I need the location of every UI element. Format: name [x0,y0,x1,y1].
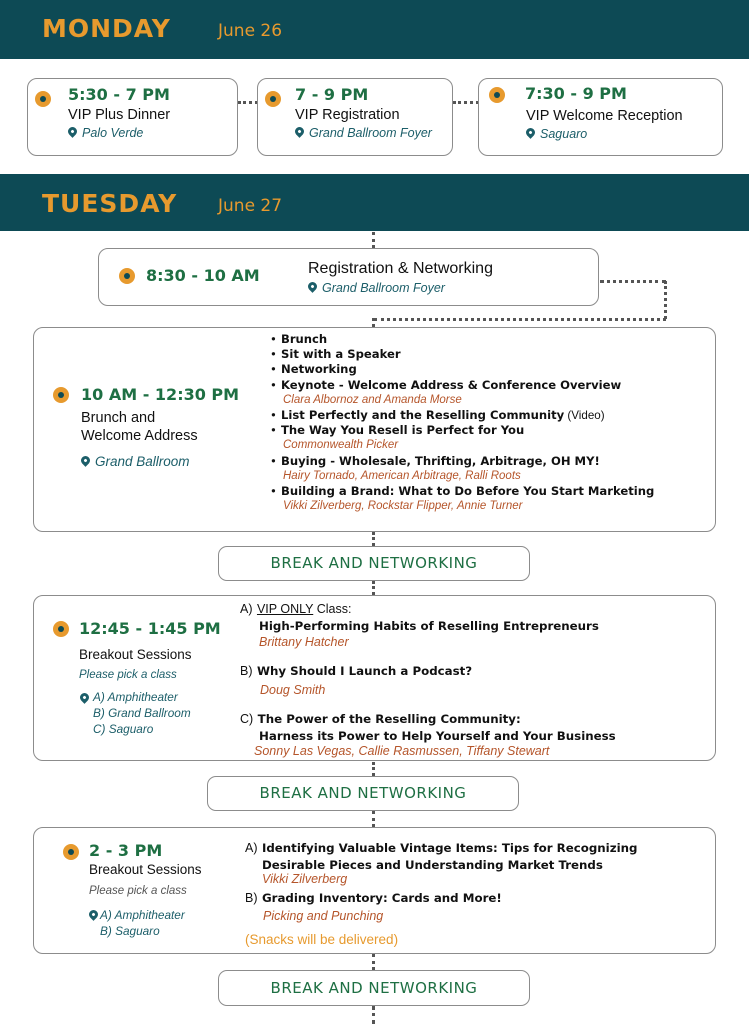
list-item: • Brunch [270,332,710,347]
room-option: B) Saguaro [100,924,160,938]
event-time: 8:30 - 10 AM [146,266,260,285]
event-subtitle: Breakout Sessions [79,647,192,662]
connector-dots [238,101,258,104]
event-time: 10 AM - 12:30 PM [81,385,240,404]
event-title: Registration & Networking [308,260,493,277]
event-card-registration-networking [98,248,599,306]
session-c: C) The Power of the Reselling Community: Harness its Power to Help Yourself and Your Business Sonny Las Vegas, Callie Rasmussen, Tiffany Stewart [240,712,616,758]
connector-dots [372,232,375,248]
speaker-names: Hairy Tornado, American Arbitrage, Ralli Roots [283,469,521,482]
session-title-line2: Harness its Power to Help Yourself and Your Business [259,729,616,743]
room-option: B) Grand Ballroom [93,706,191,720]
speaker-names: Brittany Hatcher [259,635,349,649]
speaker-names: Vikki Zilverberg [262,872,348,886]
list-item: • Sit with a Speaker [270,347,710,362]
room-list [100,907,185,939]
time-dot-icon [119,268,135,284]
break-networking-label: BREAK AND NETWORKING [207,776,519,811]
room-list [93,689,191,737]
tuesday-date-label: June 27 [218,196,283,216]
monday-header-band [0,0,749,59]
session-a: A) Identifying Valuable Vintage Items: Tips for Recognizing Desirable Pieces and Understanding Market Trends Vikki Zilverberg [245,841,638,886]
connector-dots [374,318,666,321]
event-card-brunch-welcome [33,327,716,532]
pick-class-note: Please pick a class [79,669,177,681]
session-title: Grading Inventory: Cards and More! [261,891,502,905]
connector-dots [664,281,667,319]
location-pin-icon [524,126,537,139]
location-pin-icon [78,691,91,704]
connector-dots [600,280,666,283]
pick-class-note: Please pick a class [89,885,187,897]
event-location: Saguaro [526,127,587,141]
time-dot-icon [63,844,79,860]
list-item: • The Way You Resell is Perfect for You Commonwealth Picker [270,423,710,453]
room-option: C) Saguaro [93,722,154,736]
break-networking-label: BREAK AND NETWORKING [218,970,530,1006]
speaker-names: Vikki Zilverberg, Rockstar Flipper, Annie Turner [283,500,523,513]
time-dot-icon [53,387,69,403]
speaker-names: Sonny Las Vegas, Callie Rasmussen, Tiffany Stewart [254,744,550,758]
speaker-names: Commonwealth Picker [283,439,399,452]
monday-day-label: MONDAY [42,14,171,43]
list-item: • Keynote - Welcome Address & Conference Overview Clara Albornoz and Amanda Morse [270,378,710,408]
session-title-line2: Desirable Pieces and Understanding Market Trends [262,858,603,872]
event-card-vip-plus-dinner [27,78,238,156]
connector-dots [372,532,375,546]
connector-dots [372,581,375,595]
room-option: A) Amphitheater [93,690,178,704]
location-pin-icon [293,125,306,138]
session-title: The Power of the Reselling Community: [257,712,521,726]
event-location: Grand Ballroom Foyer [308,281,445,295]
break-networking-label: BREAK AND NETWORKING [218,546,530,581]
event-title: Welcome Address [81,428,198,444]
event-time: 12:45 - 1:45 PM [79,619,221,638]
list-item: • Networking [270,362,710,377]
time-dot-icon [265,91,281,107]
speaker-names: Doug Smith [260,683,326,697]
location-pin-icon [306,280,319,293]
session-b: B) Why Should I Launch a Podcast? Doug Smith [240,664,473,697]
event-time: 7 - 9 PM [295,85,369,104]
session-title: Why Should I Launch a Podcast? [256,664,473,678]
room-option: A) Amphitheater [100,908,185,922]
event-subtitle: Breakout Sessions [89,862,202,877]
event-time: 7:30 - 9 PM [525,84,627,103]
event-card-vip-welcome-reception [478,78,723,156]
session-title: Identifying Valuable Vintage Items: Tips for Recognizing [261,841,638,855]
event-time: 2 - 3 PM [89,841,163,860]
event-card-breakout-sessions-2 [33,827,716,954]
time-dot-icon [489,87,505,103]
event-time: 5:30 - 7 PM [68,85,170,104]
connector-dots [372,762,375,776]
connector-dots [372,811,375,827]
tuesday-header-band [0,174,749,231]
event-card-breakout-sessions-1 [33,595,716,761]
session-a: A) VIP ONLY Class: High-Performing Habits of Reselling Entrepreneurs Brittany Hatcher [240,602,599,649]
vip-only-label: VIP ONLY [256,602,314,616]
connector-dots [453,101,479,104]
event-title: VIP Registration [295,107,400,123]
speaker-names: Picking and Punching [263,909,384,923]
location-pin-icon [66,125,79,138]
session-title: High-Performing Habits of Reselling Entrepreneurs [259,619,599,633]
agenda-list [270,332,710,514]
session-b: B) Grading Inventory: Cards and More! Picking and Punching [245,891,502,923]
event-title: VIP Plus Dinner [68,107,171,123]
connector-dots [372,954,375,970]
event-location: Grand Ballroom Foyer [295,126,432,140]
location-pin-icon [87,908,100,921]
event-title: Brunch and [81,410,156,426]
list-item: • Buying - Wholesale, Thrifting, Arbitrage, OH MY! Hairy Tornado, American Arbitrage, Ralli Roots [270,454,710,484]
list-item: • Building a Brand: What to Do Before You Start Marketing Vikki Zilverberg, Rockstar Flipper, Annie Turner [270,484,710,514]
time-dot-icon [53,621,69,637]
speaker-names: Clara Albornoz and Amanda Morse [283,393,462,406]
list-item-note: (Video) [564,409,605,423]
location-pin-icon [79,454,92,467]
monday-date-label: June 26 [218,21,283,41]
event-card-vip-registration [257,78,453,156]
connector-dots [372,318,375,327]
snacks-note: (Snacks will be delivered) [245,932,399,947]
time-dot-icon [35,91,51,107]
event-location: Grand Ballroom [81,454,190,469]
tuesday-day-label: TUESDAY [42,189,178,218]
list-item: • List Perfectly and the Reselling Community (Video) [270,408,710,423]
connector-dots [372,1006,375,1024]
event-location: Palo Verde [68,126,143,140]
event-title: VIP Welcome Reception [526,108,683,124]
